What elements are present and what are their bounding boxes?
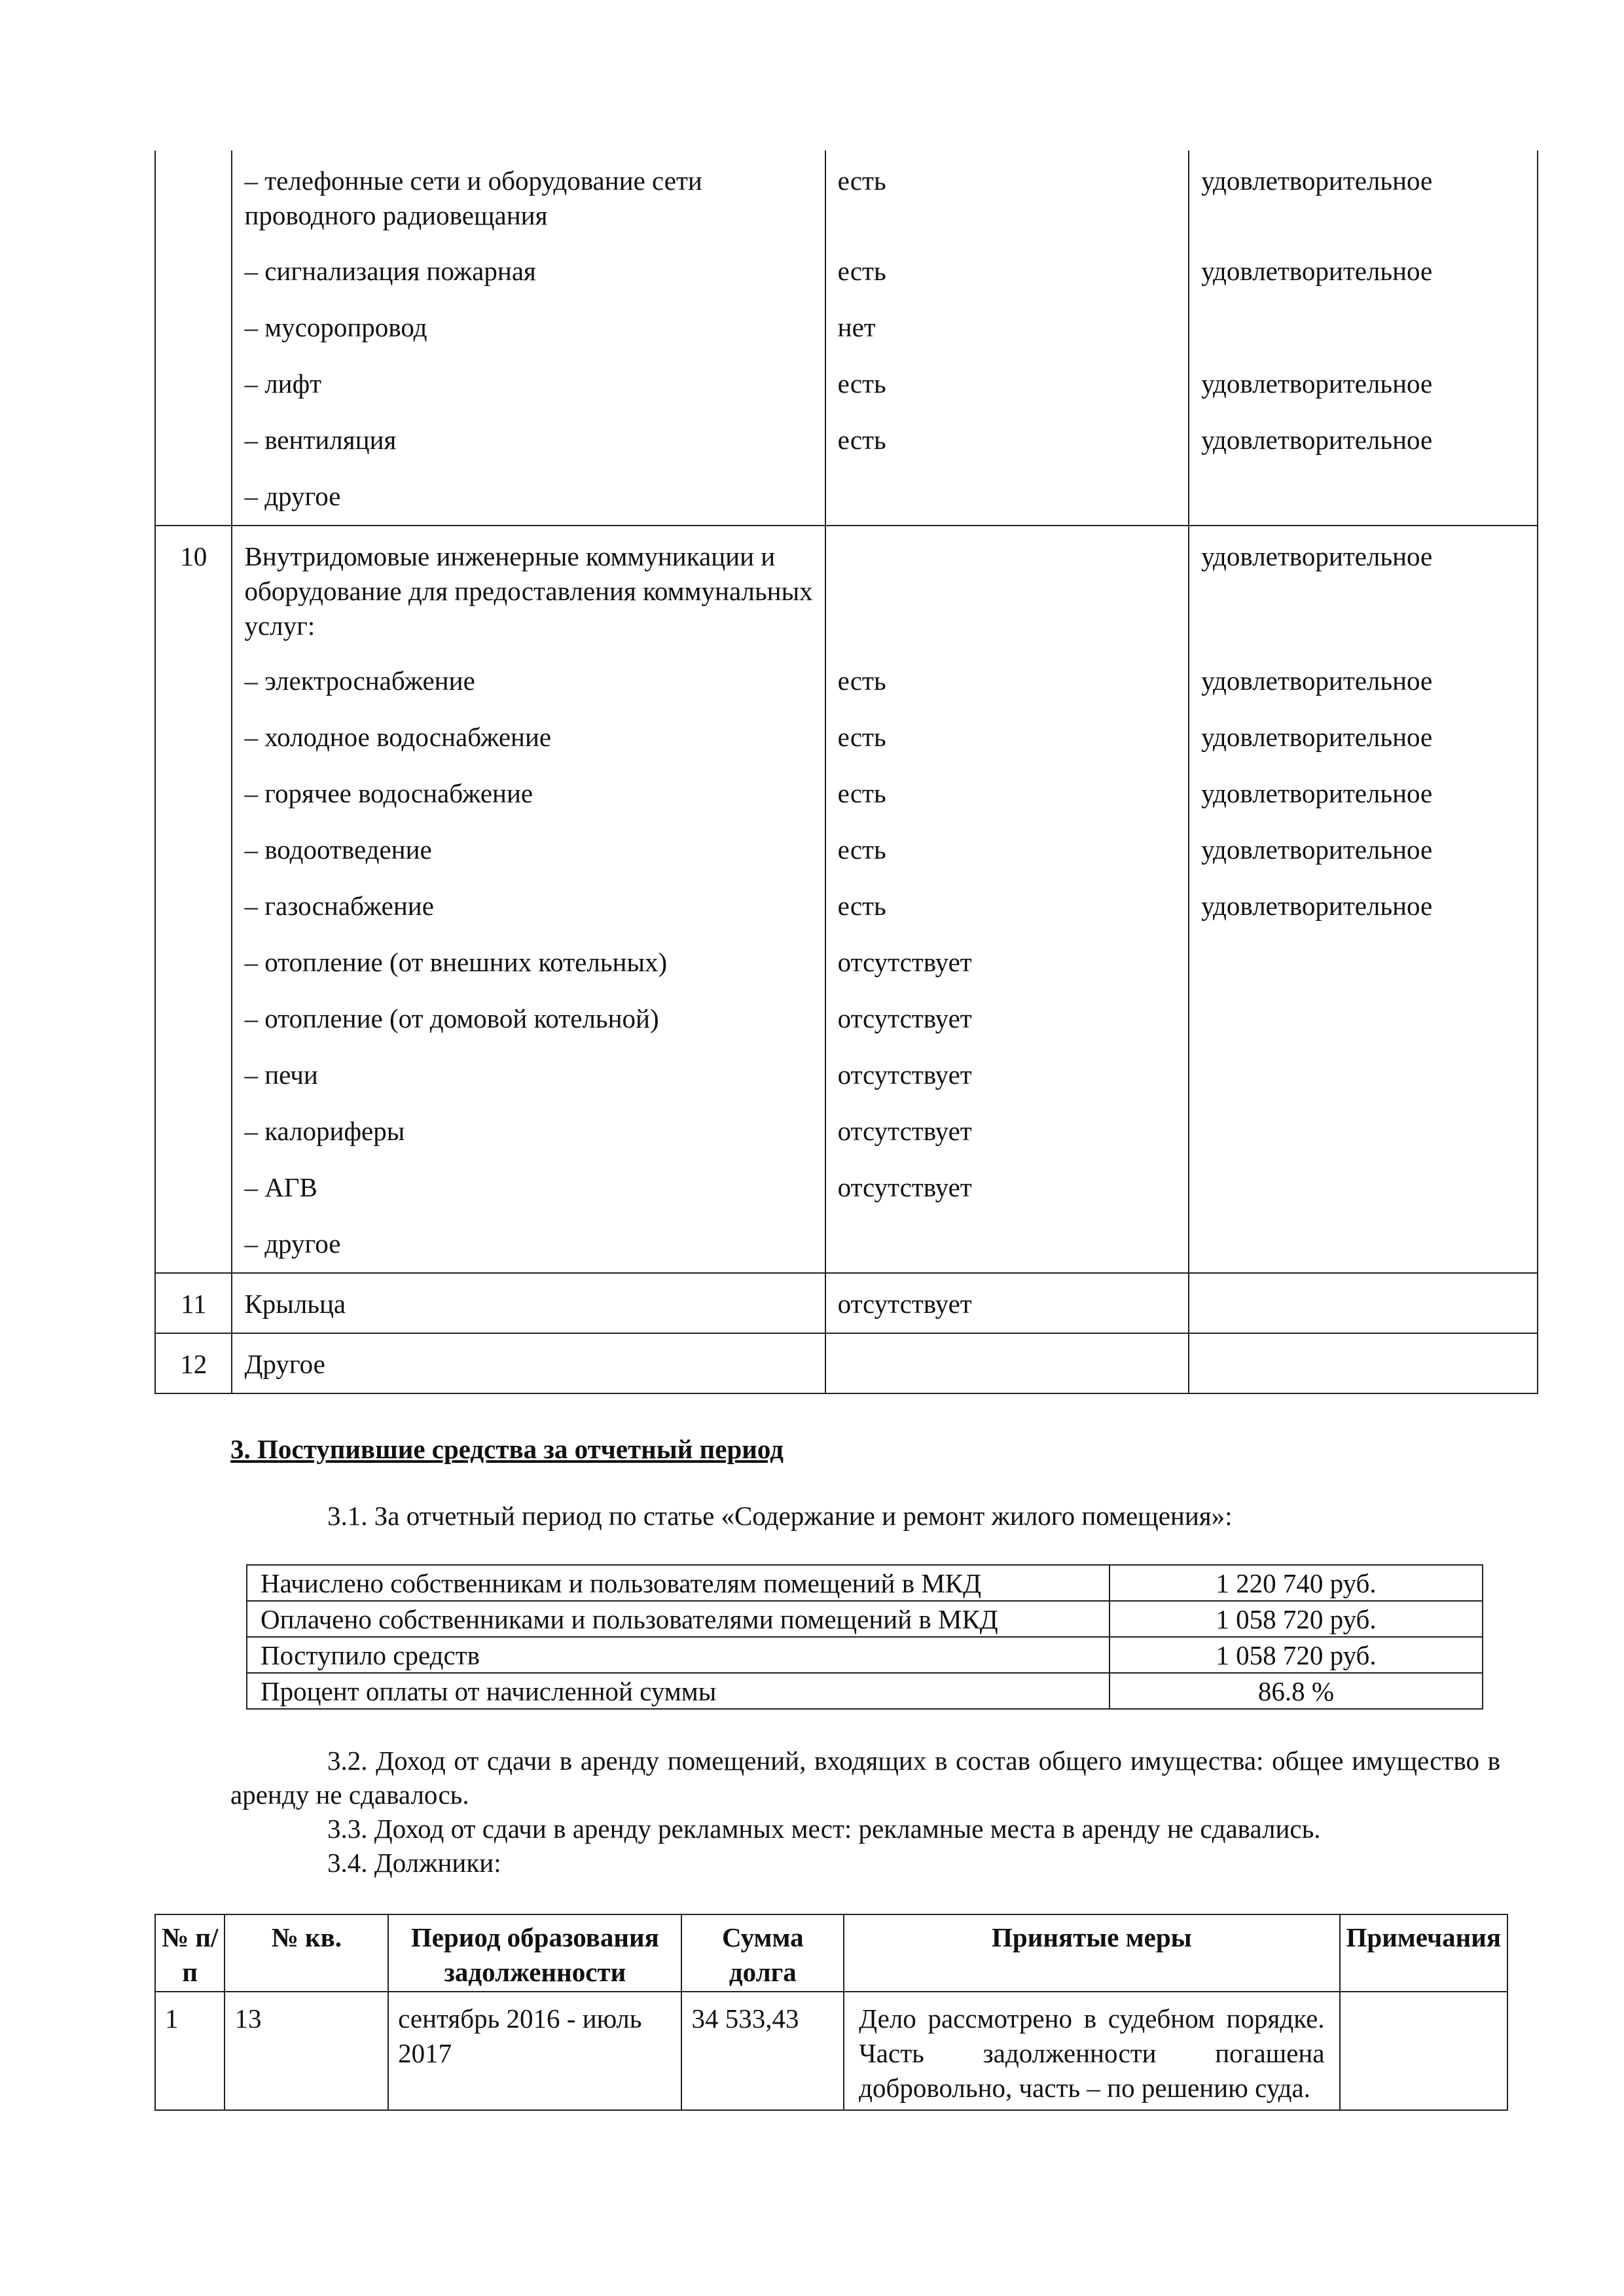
presence-value: отсутствует bbox=[837, 947, 972, 977]
presence-value bbox=[826, 1334, 1189, 1393]
condition-value bbox=[1189, 1101, 1537, 1157]
table-row-11 bbox=[155, 1273, 1538, 1333]
table-row bbox=[247, 1673, 1483, 1709]
condition-value bbox=[1189, 988, 1537, 1045]
condition-cell bbox=[1189, 151, 1538, 526]
row-number: 12 bbox=[155, 1333, 232, 1393]
component-label: – мусоропровод bbox=[244, 312, 427, 342]
table-row bbox=[247, 1565, 1483, 1601]
table-row-10 bbox=[155, 526, 1538, 1273]
condition-value bbox=[1189, 297, 1537, 353]
presence-value: отсутствует bbox=[837, 1003, 972, 1033]
component-label: – водоотведение bbox=[244, 834, 432, 865]
presence-value: отсутствует bbox=[837, 1116, 972, 1146]
condition-value: удовлетворительное bbox=[1201, 368, 1433, 399]
component-label: – АГВ bbox=[244, 1172, 317, 1202]
presence-value: есть bbox=[837, 778, 886, 808]
condition-value: удовлетворительное bbox=[1201, 425, 1433, 455]
row-number: 10 bbox=[155, 526, 232, 1273]
table-row-group9 bbox=[155, 151, 1538, 526]
column-header: Примечания bbox=[1340, 1914, 1507, 1992]
debtor-number: 1 bbox=[155, 1992, 225, 2110]
condition-value bbox=[1189, 1334, 1537, 1393]
column-header: Принятые меры bbox=[844, 1914, 1339, 1992]
condition-value bbox=[1189, 1045, 1537, 1101]
presence-value: есть bbox=[837, 166, 886, 196]
finance-value: 86.8 % bbox=[1110, 1673, 1483, 1709]
presence-cell bbox=[825, 151, 1189, 526]
component-label: – горячее водоснабжение bbox=[244, 778, 533, 808]
presence-value bbox=[826, 466, 1189, 525]
presence-value: есть bbox=[837, 834, 886, 865]
condition-value bbox=[1189, 1274, 1537, 1333]
presence-value: есть bbox=[837, 368, 886, 399]
presence-value: есть bbox=[837, 666, 886, 696]
section-heading: 3. Поступившие средства за отчетный период bbox=[230, 1434, 784, 1464]
presence-cell bbox=[825, 526, 1189, 1273]
components-table bbox=[154, 151, 1538, 1394]
condition-cell bbox=[1189, 526, 1538, 1273]
presence-value: есть bbox=[837, 722, 886, 752]
table-row bbox=[247, 1601, 1483, 1637]
table-row bbox=[247, 1637, 1483, 1673]
condition-value: удовлетворительное bbox=[1201, 256, 1433, 286]
condition-value: удовлетворительное bbox=[1201, 778, 1433, 808]
debt-notes bbox=[1340, 1992, 1507, 2110]
presence-cell bbox=[825, 1333, 1189, 1393]
presence-value: есть bbox=[837, 425, 886, 455]
component-label: – другое bbox=[244, 481, 341, 511]
condition-value bbox=[1189, 1157, 1537, 1213]
component-label: – телефонные сети и оборудование сети проводного радиовещания bbox=[244, 166, 702, 230]
column-header: № кв. bbox=[225, 1914, 388, 1992]
paragraph-3-3: 3.3. Доход от сдачи в аренду рекламных мест: рекламные места в аренду не сдавались. bbox=[327, 1814, 1321, 1844]
table-row bbox=[155, 1992, 1507, 2110]
debtors-table bbox=[154, 1914, 1508, 2111]
component-label: – калориферы bbox=[244, 1116, 405, 1146]
component-label: – сигнализация пожарная bbox=[244, 256, 536, 286]
condition-value: удовлетворительное bbox=[1201, 541, 1433, 571]
column-header: № п/п bbox=[155, 1914, 225, 1992]
condition-value bbox=[1189, 1213, 1537, 1272]
component-label-cell bbox=[232, 1273, 825, 1333]
condition-value: удовлетворительное bbox=[1201, 666, 1433, 696]
component-label: – лифт bbox=[244, 368, 322, 399]
column-header: Период образования задолженности bbox=[388, 1914, 681, 1992]
condition-cell bbox=[1189, 1333, 1538, 1393]
condition-cell bbox=[1189, 1273, 1538, 1333]
component-label: – другое bbox=[244, 1229, 341, 1259]
condition-value bbox=[1189, 466, 1537, 525]
component-label-cell bbox=[232, 151, 825, 526]
component-label: Другое bbox=[244, 1349, 325, 1379]
presence-cell bbox=[825, 1273, 1189, 1333]
presence-value bbox=[826, 526, 1189, 651]
component-label: Крыльца bbox=[244, 1289, 346, 1319]
presence-value bbox=[826, 1213, 1189, 1272]
paragraph-3-2: 3.2. Доход от сдачи в аренду помещений, входящих в состав общего имущества: общее имущество в аренду не сдавалось. bbox=[230, 1746, 1500, 1810]
finance-label: Оплачено собственниками и пользователями помещений в МКД bbox=[247, 1601, 1110, 1637]
component-label: – электроснабжение bbox=[244, 666, 475, 696]
debtor-apartment: 13 bbox=[225, 1992, 388, 2110]
paragraph-3-4: 3.4. Должники: bbox=[327, 1848, 501, 1878]
condition-value: удовлетворительное bbox=[1201, 834, 1433, 865]
condition-value: удовлетворительное bbox=[1201, 891, 1433, 921]
component-label: – печи bbox=[244, 1060, 318, 1090]
finance-label: Начислено собственникам и пользователям помещений в МКД bbox=[247, 1565, 1110, 1601]
component-label-cell bbox=[232, 1333, 825, 1393]
finance-value: 1 058 720 руб. bbox=[1110, 1601, 1483, 1637]
component-label: – отопление (от внешних котельных) bbox=[244, 947, 668, 977]
table-row-12 bbox=[155, 1333, 1538, 1393]
component-label: – холодное водоснабжение bbox=[244, 722, 552, 752]
condition-value bbox=[1189, 932, 1537, 988]
presence-value: отсутствует bbox=[837, 1060, 972, 1090]
condition-value: удовлетворительное bbox=[1201, 166, 1433, 196]
condition-value: удовлетворительное bbox=[1201, 722, 1433, 752]
presence-value: отсутствует bbox=[837, 1289, 972, 1319]
row-number: 11 bbox=[155, 1273, 232, 1333]
presence-value: есть bbox=[837, 256, 886, 286]
presence-value: нет bbox=[837, 312, 876, 342]
finance-value: 1 058 720 руб. bbox=[1110, 1637, 1483, 1673]
component-label: – отопление (от домовой котельной) bbox=[244, 1003, 659, 1033]
column-header: Сумма долга bbox=[681, 1914, 844, 1992]
finance-table bbox=[246, 1564, 1483, 1710]
paragraph-3-1: 3.1. За отчетный период по статье «Содержание и ремонт жилого помещения»: bbox=[327, 1501, 1233, 1531]
finance-label: Процент оплаты от начисленной суммы bbox=[247, 1673, 1110, 1709]
component-label-cell bbox=[232, 526, 825, 1273]
row-number bbox=[155, 151, 232, 526]
measures-taken: Дело рассмотрено в судебном порядке. Часть задолженности погашена добровольно, часть – по решению суда. bbox=[844, 1992, 1339, 2110]
finance-label: Поступило средств bbox=[247, 1637, 1110, 1673]
component-label: – вентиляция bbox=[244, 425, 397, 455]
component-label: – газоснабжение bbox=[244, 891, 434, 921]
finance-value: 1 220 740 руб. bbox=[1110, 1565, 1483, 1601]
presence-value: отсутствует bbox=[837, 1172, 972, 1202]
debt-sum: 34 533,43 bbox=[681, 1992, 844, 2110]
presence-value: есть bbox=[837, 891, 886, 921]
table-header-row bbox=[155, 1914, 1507, 1992]
debt-period: сентябрь 2016 - июль 2017 bbox=[388, 1992, 681, 2110]
component-title: Внутридомовые инженерные коммуникации и оборудование для предоставления коммунальных услуг: bbox=[244, 541, 813, 641]
